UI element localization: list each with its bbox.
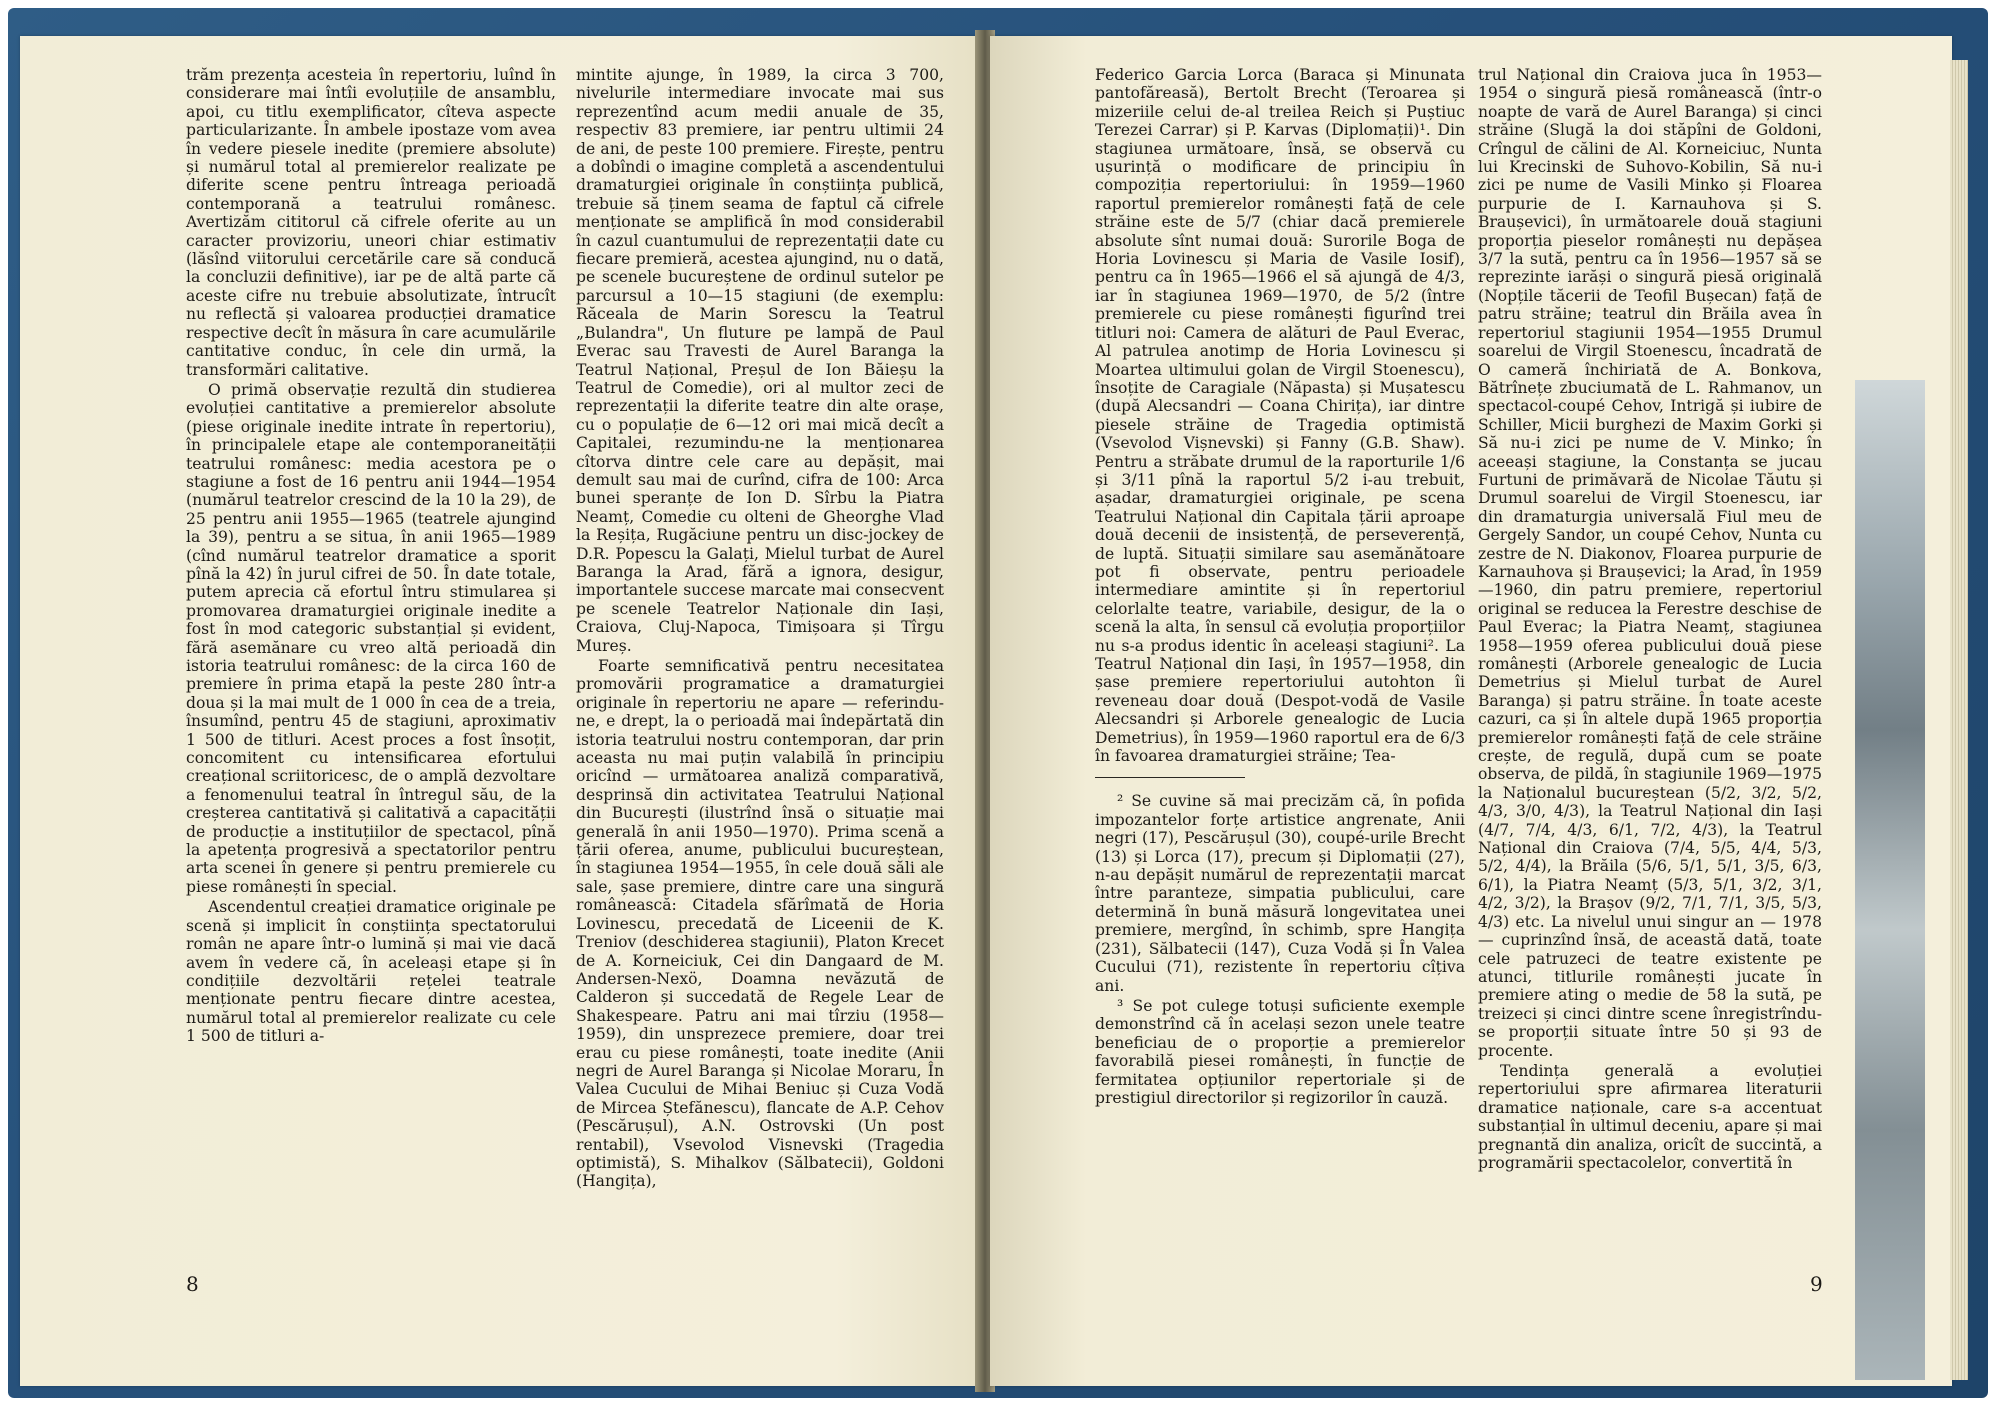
- paragraph: Tendința generală a evoluției repertoriului spre afirmarea literaturii dramatice naționale, care s-a accentuat substanțial în ultimul deceniu, apare și mai pregnantă din analiza, oricît de succintă, a programării spectacolelor, convertită în: [1478, 1061, 1822, 1172]
- page-number-right: 9: [1810, 1272, 1823, 1296]
- right-page-column-2: [1478, 66, 1822, 1174]
- page-number-left: 8: [186, 1272, 199, 1296]
- paragraph: trul Național din Craiova juca în 1953—1954 o singură piesă românească (într-o noapte de vară de Aurel Baranga) și cinci străine (Slugă la doi stăpîni de Goldoni, Crîngul de călini de Al. Korneiciuc, Nunta lui Krecinski de Suhovo-Kobilin, Să nu-i zici pe nume de Vasili Minko și Floarea purpurie de I. Karnauhova și S. Braușevici), în următoarele două stagiuni proporția pieselor românești nu depășea 3/7 la sută, pentru ca în 1956—1957 să se reprezinte iarăși o singură piesă originală (Nopțile tăcerii de Teofil Bușecan) față de patru străine; teatrul din Brăila avea în repertoriul stagiunii 1954—1955 Drumul soarelui de Virgil Stoenescu, încadrată de O cameră închiriată de A. Bonkova, Bătrînețe zbuciumată de L. Rahmanov, un spectacol-coupé Cehov, Intrigă și iubire de Schiller, Micii burghezi de Maxim Gorki și Să nu-i zici pe nume de V. Minko; în aceeași stagiune, la Constanța se jucau Furtuni de primăvară de Nicolae Tăutu și Drumul soarelui de Virgil Stoenescu, iar din dramaturgia universală Fiul meu de Gergely Sandor, un coupé Cehov, Nunta cu zestre de N. Diakonov, Floarea purpurie de Karnauhova și Braușevici; la Arad, în 1959—1960, din patru premiere, repertoriul original se reducea la Ferestre deschise de Paul Everac; la Piatra Neamț, stagiunea 1958—1959 oferea publicului două piese românești (Arborele genealogic de Lucia Demetrius și Mielul turbat de Aurel Baranga) și patru străine. În toate aceste cazuri, ca și în altele după 1965 proporția premierelor românești față de cele străine crește, de regulă, după cum se poate observa, de pildă, în stagiunile 1969—1975 la Naționalul bucureștean (5/2, 3/2, 5/2, 4/3, 3/0, 4/3), la Teatrul Național din Iași (4/7, 7/4, 4/3, 6/1, 7/2, 4/3), la Teatrul Național din Craiova (7/4, 5/5, 4/4, 5/3, 5/2, 4/4), la Brăila (5/6, 5/1, 5/1, 3/5, 6/3, 6/1), la Piatra Neamț (5/3, 5/1, 3/2, 3/1, 4/2, 3/2), la Brașov (9/2, 7/1, 7/1, 3/5, 5/3, 4/3) etc. La nivelul unui singur an — 1978 — cuprinzînd însă, de această dată, toate cele patruzeci de teatre existente pe atunci, titlurile românești jucate în premiere ating o medie de 58 la sută, pe treizeci și cinci dintre scene înregistrîndu-se proporții situate între 50 și 93 de procente.: [1478, 66, 1822, 1060]
- footnote-separator: [1095, 777, 1245, 778]
- right-page: [990, 36, 1952, 1386]
- paragraph: trăm prezența acesteia în repertoriu, luînd în considerare mai întîi evoluțiile de ansamblu, apoi, cu titlu exemplificator, cîteva aspecte particularizante. În ambele ipostaze vom avea în vedere piesele inedite (premiere absolute) și numărul total al premierelor realizate pe diferite scene pentru întreaga perioadă contemporană a teatrului românesc. Avertizăm cititorul că cifrele oferite au un caracter provizoriu, uneori chiar estimativ (lăsînd viitorului cercetările care să conducă la concluzii definitive), iar pe de altă parte că aceste cifre nu trebuie absolutizate, întrucît nu reflectă și valoarea producției dramatice respective decît în măsura în care acumulările cantitative conduc, în cele din urmă, la transformări calitative.: [186, 66, 556, 379]
- page-block-edge: [1950, 60, 1968, 1380]
- footnote: ³ Se pot culege totuși suficiente exemple demonstrînd că în același sezon unele teatre beneficiau de o proporție a premierelor favorabilă piesei românești, în funcție de fermitatea opțiunilor repertoriale și de prestigiul directorilor și regizorilor în cauză.: [1095, 996, 1465, 1107]
- paragraph: Federico Garcia Lorca (Baraca și Minunata pantofăreasă), Bertolt Brecht (Teroarea și mizeriile celui de-al treilea Reich și Puștiuc Terezei Carrar) și P. Karvas (Diplomații)¹. Din stagiunea următoare, însă, se observă cu ușurință o modificare de principiu în compoziția repertoriului: în 1959—1960 raportul premierelor românești față de cele străine este de 5/7 (chiar dacă premierele absolute sînt numai două: Surorile Boga de Horia Lovinescu și Maria de Vasile Iosif), pentru ca în 1965—1966 el să ajungă de 4/3, iar în stagiunea 1969—1970, de 5/2 (între premierele cu piese românești figurînd trei titluri noi: Camera de alături de Paul Everac, Al patrulea anotimp de Horia Lovinescu și Moartea ultimului golan de Virgil Stoenescu), însoțite de Caragiale (Năpasta) și Mușatescu (după Alecsandri — Coana Chirița), iar dintre piesele străine de Tragedia optimistă (Vsevolod Vișnevski) și Fanny (G.B. Shaw). Pentru a străbate drumul de la raporturile 1/6 și 3/11 pînă la raportul 5/2 i-au trebuit, așadar, dramaturgiei originale, pe scena Teatrului Național din Capitala țării aproape două decenii de insistență, de perseverență, de luptă. Situații similare sau asemănătoare pot fi observate, pentru perioadele intermediare amintite și în repertoriul celorlalte teatre, variabile, desigur, de la o scenă la alta, în sensul că evoluția proporțiilor nu s-a produs identic în aceleași stagiuni². La Teatrul Național din Iași, în 1957—1958, din șase premiere repertoriului autohton îi reveneau doar două (Despot-vodă de Vasile Alecsandri și Arborele genealogic de Lucia Demetrius), în 1959—1960 raportul era de 6/3 în favoarea dramaturgiei străine; Tea-: [1095, 66, 1465, 766]
- paragraph: Ascendentul creației dramatice originale pe scenă și implicit în conștiința spectatorului român ne apare într-o lumină și mai vie dacă avem în vedere că, în aceleași etape și în condițiile dezvoltării rețelei teatrale menționate pentru fiecare dintre acestea, numărul total al premierelor realizate cu cele 1 500 de titluri a-: [186, 898, 556, 1046]
- right-page-column-1: [1095, 66, 1465, 1109]
- left-page: [20, 36, 980, 1386]
- paragraph: O primă observație rezultă din studierea evoluției cantitative a premierelor absolute (piese originale inedite intrate în repertoriu), în principalele etape ale contemporaneității teatrului românesc: media acestora pe o stagiune a fost de 16 pentru anii 1944—1954 (numărul teatrelor crescind de la 10 la 29), de 25 pentru anii 1955—1965 (teatrele ajungind la 39), pentru a se situa, în anii 1965—1989 (cînd numărul teatrelor dramatice a sporit pînă la 42) în jurul cifrei de 50. În date totale, putem aprecia că efortul întru stimularea și promovarea dramaturgiei originale inedite a fost în mod categoric substanțial și evident, fără asemănare cu vreo altă perioadă din istoria teatrului românesc: de la circa 160 de premiere în prima etapă la peste 280 într-a doua și la mai mult de 1 000 în cea de a treia, însumînd, pentru 45 de stagiuni, aproximativ 1 500 de titluri. Acest proces a fost însoțit, concomitent cu intensificarea efortului creațional scriitoricesc, de o amplă dezvoltare a fenomenului teatral în întregul său, de la creșterea cantitativă și calitativă a capacității de producție a instituțiilor de spectacol, pînă la apetența progresivă a spectatorilor pentru arta scenei în genere și pentru premierele cu piese românești în special.: [186, 380, 556, 896]
- photo-insert-edge: [1855, 380, 1925, 1380]
- footnote: ² Se cuvine să mai precizăm că, în pofida impozantelor forțe artistice angrenate, Anii negri (17), Pescărușul (30), coupé-urile Brecht (13) și Lorca (17), precum și Diplomații (27), n-au depășit numărul de reprezentații marcat între paranteze, simpatia publicului, care determină în bună măsură longevitatea unei premiere, mergînd, în schimb, spre Hangița (231), Sălbatecii (147), Cuza Vodă și În Valea Cucului (71), rezistente în repertoriu cîțiva ani.: [1095, 792, 1465, 995]
- paragraph: mintite ajunge, în 1989, la circa 3 700, nivelurile intermediare invocate mai sus reprezentînd acum medii anuale de 35, respectiv 83 premiere, iar pentru ultimii 24 de ani, de peste 100 premiere. Firește, pentru a dobîndi o imagine completă a ascendentului dramaturgiei originale în conștiința publică, trebuie să ținem seama de faptul că cifrele menționate se amplifică în mod considerabil în cazul cuantumului de reprezentații date cu fiecare premieră, acestea ajungind, nu o dată, pe scenele bucureștene de ordinul sutelor pe parcursul a 10—15 stagiuni (de exemplu: Răceala de Marin Sorescu la Teatrul „Bulandra", Un fluture pe lampă de Paul Everac sau Travesti de Aurel Baranga la Teatrul Național, Preșul de Ion Băieșu la Teatrul de Comedie), ori al multor zeci de reprezentații la diferite teatre din alte orașe, cu o populație de 6—12 ori mai mică decît a Capitalei, rezumindu-ne la menționarea cîtorva dintre cele care au depășit, mai demult sau mai de curînd, cifra de 100: Arca bunei speranțe de Ion D. Sîrbu la Piatra Neamț, Comedie cu olteni de Gheorghe Vlad la Reșița, Rugăciune pentru un disc-jockey de D.R. Popescu la Galați, Mielul turbat de Aurel Baranga la Arad, fără a ignora, desigur, importantele succese marcate mai consecvent pe scenele Teatrelor Naționale din Iași, Craiova, Cluj-Napoca, Timișoara și Tîrgu Mureș.: [576, 66, 944, 655]
- paragraph: Foarte semnificativă pentru necesitatea promovării programatice a dramaturgiei originale în repertoriu ne apare — referindu-ne, e drept, la o perioadă mai îndepărtată din istoria teatrului nostru contemporan, dar prin aceasta nu mai puțin valabilă în principiu oricînd — următoarea analiză comparativă, desprinsă din activitatea Teatrului Național din București (ilustrînd însă o situație mai generală în anii 1950—1970). Prima scenă a țării oferea, anume, publicului bucureștean, în stagiunea 1954—1955, în cele două săli ale sale, șase premiere, dintre care una singură românească: Citadela sfărîmată de Horia Lovinescu, precedată de Liceenii de K. Treniov (deschiderea stagiunii), Platon Krecet de A. Korneiciuk, Cei din Dangaard de M. Andersen-Nexö, Doamna nevăzută de Calderon și succedată de Regele Lear de Shakespeare. Patru ani mai tîrziu (1958—1959), din unsprezece premiere, doar trei erau cu piese românești, toate inedite (Anii negri de Aurel Baranga și Nicolae Moraru, În Valea Cucului de Mihai Beniuc și Cuza Vodă de Mircea Ștefănescu), flancate de A.P. Cehov (Pescărușul), A.N. Ostrovski (Un post rentabil), Vsevolod Visnevski (Tragedia optimistă), S. Mihalkov (Sălbatecii), Goldoni (Hangița),: [576, 657, 944, 1191]
- left-page-column-2: [576, 66, 944, 1193]
- left-page-column-1: [186, 66, 556, 1048]
